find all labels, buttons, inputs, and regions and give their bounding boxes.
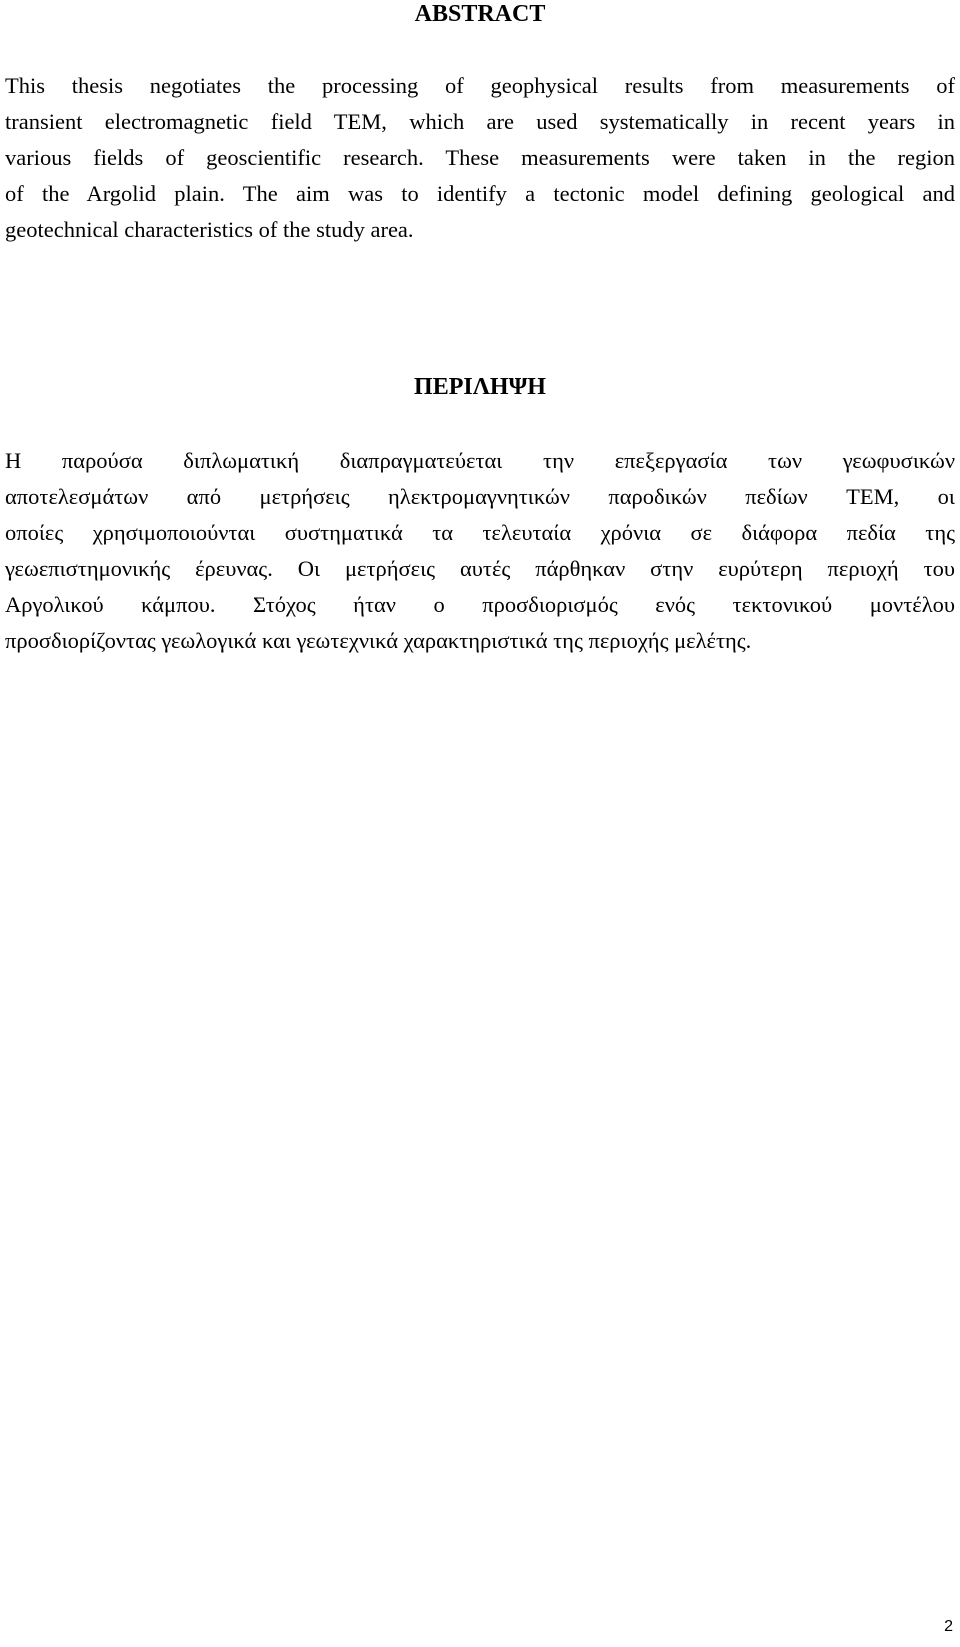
abstract-line: geotechnical characteristics of the study area. <box>5 217 414 242</box>
page-number: 2 <box>944 1618 953 1635</box>
perilipsi-line: προσδιορίζοντας γεωλογικά και γεωτεχνικά χαρακτηριστικά της περιοχής μελέτης. <box>5 628 752 653</box>
perilipsi-line: οποίες χρησιμοποιούνται συστηματικά τα τελευταία χρόνια σε διάφορα πεδία της <box>5 520 955 545</box>
abstract-line: various fields of geoscientific research. These measurements were taken in the region <box>5 145 955 170</box>
perilipsi-line: Αργολικού κάμπου. Στόχος ήταν ο προσδιορισμός ενός τεκτονικού μοντέλου <box>5 592 955 617</box>
perilipsi-line: αποτελεσμάτων από μετρήσεις ηλεκτρομαγνητικών παροδικών πεδίων TEM, οι <box>5 484 955 509</box>
perilipsi-line: Η παρούσα διπλωματική διαπραγματεύεται την επεξεργασία των γεωφυσικών <box>5 448 955 473</box>
abstract-line: of the Argolid plain. The aim was to identify a tectonic model defining geological and <box>5 181 955 206</box>
perilipsi-heading: ΠΕΡΙΛΗΨΗ <box>414 374 546 400</box>
abstract-paragraph <box>5 68 955 248</box>
abstract-line: This thesis negotiates the processing of geophysical results from measurements of <box>5 73 955 98</box>
perilipsi-line: γεωεπιστημονικής έρευνας. Οι μετρήσεις αυτές πάρθηκαν στην ευρύτερη περιοχή του <box>5 556 955 581</box>
abstract-line: transient electromagnetic field TEM, which are used systematically in recent years in <box>5 109 955 134</box>
abstract-heading: ABSTRACT <box>414 1 546 27</box>
perilipsi-paragraph <box>5 443 955 659</box>
